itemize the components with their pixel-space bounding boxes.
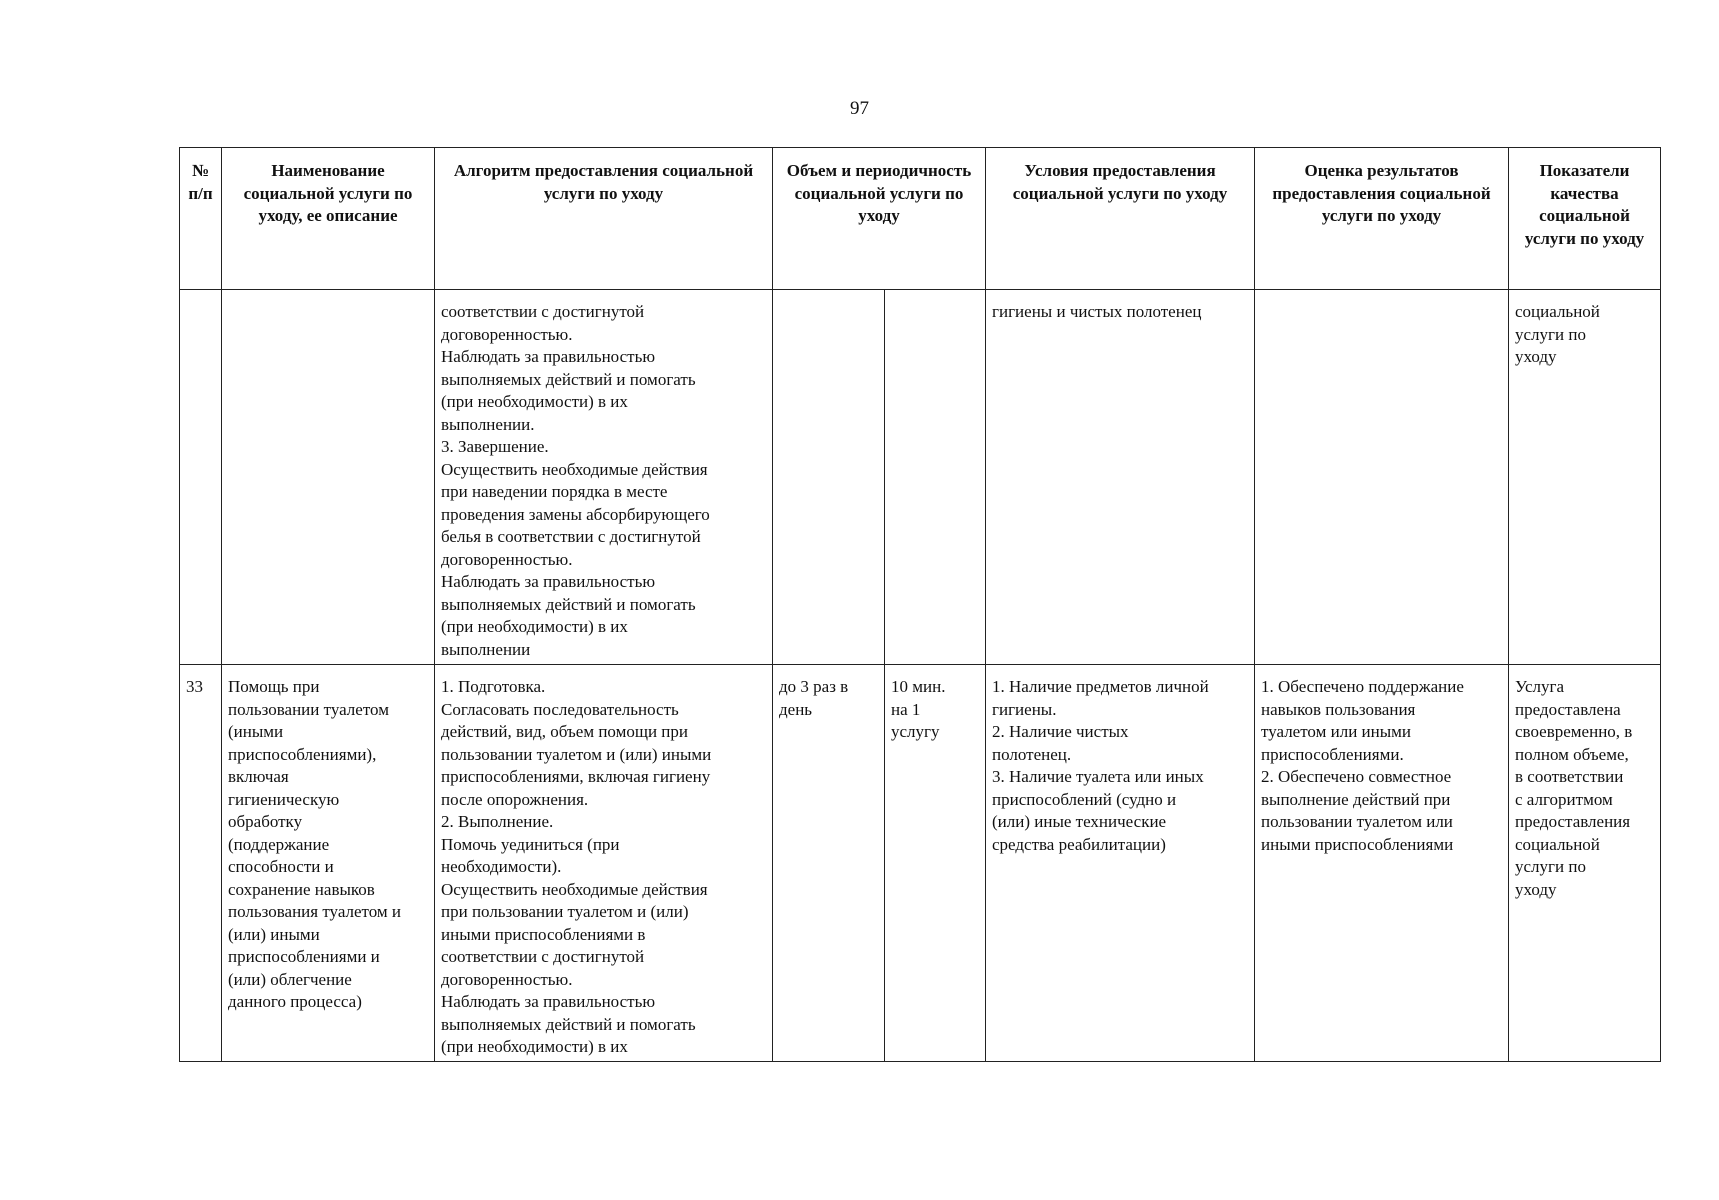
cell-periodicity: 10 мин. на 1 услугу (885, 665, 986, 1062)
services-table (179, 147, 1661, 1062)
header-algorithm: Алгоритм предоставления социальной услуги по уходу (435, 148, 773, 290)
table-header-row (180, 148, 1661, 290)
cell-indicators: социальной услуги по уходу (1509, 290, 1661, 665)
cell-conditions: 1. Наличие предметов личной гигиены. 2. Наличие чистых полотенец. 3. Наличие туалета или иных приспособлений (судно и (или) иные технические средства реабилитации) (986, 665, 1255, 1062)
page-number: 97 (850, 98, 869, 119)
cell-num (180, 290, 222, 665)
cell-name (222, 290, 435, 665)
cell-name: Помощь при пользовании туалетом (иными приспособлениями), включая гигиеническую обработку (поддержание способности и сохранение навыков пользования туалетом и (или) иными приспособлениями и (или) облегчение данного процесса) (222, 665, 435, 1062)
cell-periodicity (885, 290, 986, 665)
cell-volume (773, 290, 885, 665)
header-volume: Объем и периодичность социальной услуги по уходу (773, 148, 986, 290)
header-indicators: Показатели качества социальной услуги по уходу (1509, 148, 1661, 290)
cell-evaluation: 1. Обеспечено поддержание навыков пользования туалетом или иными приспособлениями. 2. Обеспечено совместное выполнение действий при пользовании туалетом или иными приспособлениями (1255, 665, 1509, 1062)
cell-conditions: гигиены и чистых полотенец (986, 290, 1255, 665)
table-row (180, 290, 1661, 665)
header-num: № п/п (180, 148, 222, 290)
header-evaluation: Оценка результатов предоставления социальной услуги по уходу (1255, 148, 1509, 290)
cell-num: 33 (180, 665, 222, 1062)
cell-algorithm: соответствии с достигнутой договоренностью. Наблюдать за правильностью выполняемых действий и помогать (при необходимости) в их выполнении. 3. Завершение. Осуществить необходимые действия при наведении порядка в месте проведения замены абсорбирующего белья в соответствии с достигнутой договоренностью. Наблюдать за правильностью выполняемых действий и помогать (при необходимости) в их выполнении (435, 290, 773, 665)
cell-algorithm: 1. Подготовка. Согласовать последовательность действий, вид, объем помощи при пользовании туалетом и (или) иными приспособлениями, включая гигиену после опорожнения. 2. Выполнение. Помочь уединиться (при необходимости). Осуществить необходимые действия при пользовании туалетом и (или) иными приспособлениями в соответствии с достигнутой договоренностью. Наблюдать за правильностью выполняемых действий и помогать (при необходимости) в их (435, 665, 773, 1062)
header-conditions: Условия предоставления социальной услуги по уходу (986, 148, 1255, 290)
cell-evaluation (1255, 290, 1509, 665)
cell-indicators: Услуга предоставлена своевременно, в полном объеме, в соответствии с алгоритмом предоставления социальной услуги по уходу (1509, 665, 1661, 1062)
cell-volume: до 3 раз в день (773, 665, 885, 1062)
table-row (180, 665, 1661, 1062)
header-name: Наименование социальной услуги по уходу, ее описание (222, 148, 435, 290)
